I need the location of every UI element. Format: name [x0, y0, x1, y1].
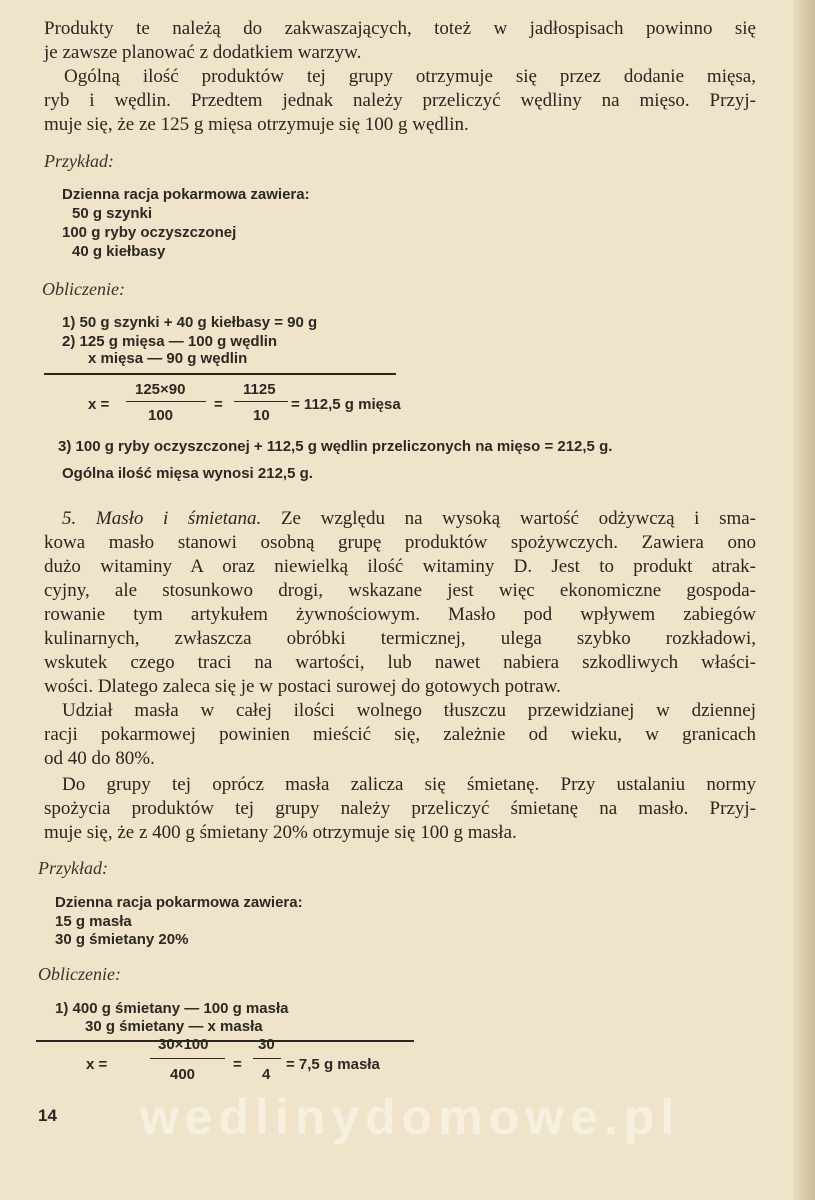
- example2-heading: Przykład:: [38, 858, 108, 878]
- example2-line2: 15 g masła: [55, 913, 132, 930]
- formula1-result: = 112,5 g mięsa: [291, 396, 401, 413]
- section5-title: 5. Masło i śmietana.: [62, 508, 262, 529]
- section5-line5: rowanie tym artykułem żywnościowym. Masło pod wpływem zabiegów: [44, 604, 756, 625]
- example1-calc-line1: 1) 50 g szynki + 40 g kiełbasy = 90 g: [62, 314, 318, 331]
- para2-line1: Ogólną ilość produktów tej grupy otrzymuje się przez dodanie mięsa,: [64, 66, 756, 87]
- formula2-den2: 4: [262, 1066, 271, 1083]
- example1-calc-heading: Obliczenie:: [42, 279, 125, 299]
- formula2-eq: =: [233, 1056, 242, 1073]
- formula2-result: = 7,5 g masła: [286, 1056, 380, 1073]
- para5-line1: Do grupy tej oprócz masła zalicza się śmietanę. Przy ustalaniu normy: [62, 774, 756, 795]
- example1-line3: 100 g ryby oczyszczonej: [62, 224, 237, 241]
- formula2-den1: 400: [170, 1066, 196, 1083]
- formula1-bar1: [126, 401, 206, 402]
- section5-line7: wskutek czego traci na wartości, lub nawet nabiera szkodliwych właści-: [44, 652, 756, 673]
- formula1-den2: 10: [253, 407, 270, 424]
- watermark: wedlinydomowe.pl: [139, 1089, 681, 1145]
- section5-line4: cyjny, ale stosunkowo drogi, wskazane jest więc ekonomiczne gospoda-: [44, 580, 756, 601]
- example1-calc-line3: x mięsa — 90 g wędlin: [88, 350, 248, 367]
- para4-line2: racji pokarmowej powinien mieścić się, zależnie od wieku, w granicach: [44, 724, 756, 745]
- example1-line2: 50 g szynki: [72, 205, 153, 222]
- example1-step3: 3) 100 g ryby oczyszczonej + 112,5 g wędlin przeliczonych na mięso = 212,5 g.: [58, 438, 613, 455]
- para2-line2: ryb i wędlin. Przedtem jednak należy przeliczyć wędliny na mięso. Przyj-: [44, 90, 756, 111]
- example1-rule: [44, 373, 396, 375]
- example2-calc-line2: 30 g śmietany — x masła: [85, 1018, 263, 1035]
- page-edge: [793, 0, 815, 1200]
- example1-line1: Dzienna racja pokarmowa zawiera:: [62, 186, 310, 203]
- formula1-lhs: x =: [88, 396, 110, 413]
- example1-line4: 40 g kiełbasy: [72, 243, 166, 260]
- formula1-num1: 125×90: [135, 381, 186, 398]
- formula2-num1: 30×100: [158, 1036, 209, 1053]
- formula2-lhs: x =: [86, 1056, 108, 1073]
- formula2-num2: 30: [258, 1036, 275, 1053]
- formula1-bar2: [234, 401, 288, 402]
- para1-line1: Produkty te należą do zakwaszających, toteż w jadłospisach powinno się: [44, 18, 756, 39]
- example2-line3: 30 g śmietany 20%: [55, 931, 189, 948]
- section5-line1: [62, 507, 756, 530]
- para5-line3: muje się, że z 400 g śmietany 20% otrzymuje się 100 g masła.: [44, 822, 517, 843]
- section5-line2: kowa masło stanowi osobną grupę produktów spożywczych. Zawiera ono: [44, 532, 756, 553]
- formula1-den1: 100: [148, 407, 174, 424]
- formula1-num2: 1125: [243, 381, 276, 398]
- section5-line3: dużo witaminy A oraz niewielką ilość witaminy D. Jest to produkt atrak-: [44, 556, 756, 577]
- formula2-bar1: [150, 1058, 225, 1059]
- example1-heading: Przykład:: [44, 151, 114, 171]
- page-number: 14: [38, 1106, 57, 1125]
- example2-line1: Dzienna racja pokarmowa zawiera:: [55, 894, 303, 911]
- example1-calc-line2: 2) 125 g mięsa — 100 g wędlin: [62, 333, 278, 350]
- formula1-eq: =: [214, 396, 223, 413]
- section5-line8: wości. Dlatego zaleca się je w postaci surowej do gotowych potraw.: [44, 676, 561, 697]
- example2-rule: [36, 1040, 414, 1042]
- section5-line6: kulinarnych, zwłaszcza obróbki termicznej, ulega szybko rozkładowi,: [44, 628, 756, 649]
- para4-line3: od 40 do 80%.: [44, 748, 155, 769]
- example2-calc-heading: Obliczenie:: [38, 964, 121, 984]
- example1-total: Ogólna ilość mięsa wynosi 212,5 g.: [62, 465, 313, 482]
- para1-line2: je zawsze planować z dodatkiem warzyw.: [44, 42, 362, 63]
- example2-calc-line1: 1) 400 g śmietany — 100 g masła: [55, 1000, 289, 1017]
- para4-line1: Udział masła w całej ilości wolnego tłuszczu przewidzianej w dziennej: [62, 700, 756, 721]
- formula2-bar2: [253, 1058, 281, 1059]
- section5-line1-text: Ze względu na wysoką wartość odżywczą i sma-: [280, 508, 757, 529]
- para2-line3: muje się, że ze 125 g mięsa otrzymuje się 100 g wędlin.: [44, 114, 469, 135]
- para5-line2: spożycia produktów tej grupy należy przeliczyć śmietanę na masło. Przyj-: [44, 798, 756, 819]
